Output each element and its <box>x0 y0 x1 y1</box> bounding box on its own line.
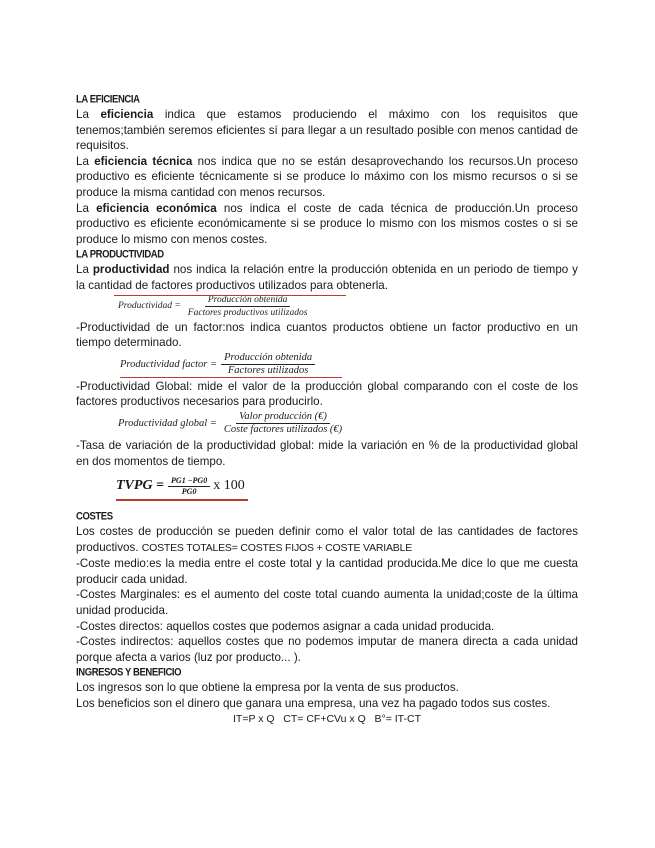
formula-fraction <box>185 294 311 319</box>
text: La <box>76 108 101 121</box>
formula-tvpg <box>116 473 248 501</box>
paragraph-productividad <box>76 262 578 293</box>
text: La <box>76 263 93 277</box>
formula-denominator: Factores productivos utilizados <box>187 308 308 319</box>
text: La <box>76 201 97 215</box>
formula-denominator: PG0 <box>181 486 197 496</box>
formula-productividad-factor <box>120 351 342 379</box>
paragraph-costes-indirectos: -Costes indirectos: aquellos costes que no podemos imputar de manera directa a cada unidad porque afecta a varios (luz por producto... ). <box>76 635 578 664</box>
heading-costes: COSTES <box>76 510 113 523</box>
text: Los costes de producción se pueden definir como el valor total de las cantidades de factores productivos. <box>76 525 578 554</box>
paragraph-productividad-global: -Productividad Global: mide el valor de la producción global comparando con el coste de los factores productivos necesarios para producirlo. <box>76 379 578 409</box>
paragraph-coste-medio: -Coste medio:es la media entre el coste total y la cantidad producida.Me dice lo que me cuesta producir cada unidad. <box>76 557 578 586</box>
bold-term: eficiencia técnica <box>94 154 193 168</box>
formula-productividad <box>118 294 350 320</box>
heading-productividad: LA PRODUCTIVIDAD <box>76 248 164 262</box>
document-page <box>76 92 578 727</box>
text: La <box>76 154 95 168</box>
paragraph-costes <box>76 524 578 556</box>
formula-underline <box>120 377 342 378</box>
formula-multiplier: x 100 <box>213 478 245 494</box>
paragraph-productividad-factor: -Productividad de un factor:nos indica cuantos productos obtiene un factor productivo en un tiempo determinado. <box>76 320 578 350</box>
formula-denominator: Coste factores utilizados (€) <box>223 424 343 436</box>
text: nos indica la relación entre la producción obtenida en un periodo de tiempo y la cantidad de factores productivos utilizados para obtenerla. <box>76 263 578 292</box>
formula-lhs: Productividad global = <box>118 418 217 430</box>
paragraph-ingresos: Los ingresos son lo que obtiene la empresa por la venta de sus productos. <box>76 681 459 695</box>
formula-productividad-global <box>118 410 578 438</box>
formula-fraction <box>168 476 210 497</box>
text: nos indica el coste de cada técnica de producción.Un proceso productivo es eficiente económicamente si se produce lo mismo con los mismos costes o si se produce lo mismo con menos costes. <box>76 201 578 246</box>
costes-totales-formula: COSTES TOTALES= COSTES FIJOS + COSTE VARIABLE <box>141 541 413 554</box>
formula-denominator: Factores utilizados <box>227 365 309 377</box>
formula-numerator: Valor producción (€) <box>236 411 330 424</box>
paragraph-eficiencia-economica <box>76 201 578 248</box>
heading-ingresos: INGRESOS Y BENEFICIO <box>76 666 182 680</box>
paragraph-beneficios: Los beneficios son el dinero que ganara una empresa, una vez ha pagado todos sus costes. <box>76 697 551 711</box>
formula-underline <box>114 295 346 296</box>
heading-eficiencia: LA EFICIENCIA <box>76 93 140 106</box>
formula-numerator: Producción obtenida <box>205 294 291 307</box>
bold-term: eficiencia <box>100 108 154 121</box>
bold-term: productividad <box>92 263 170 277</box>
formula-fraction <box>221 411 345 436</box>
formula-lhs: Productividad = <box>118 300 181 311</box>
bold-term: eficiencia económica <box>96 201 217 215</box>
paragraph-costes-marginales: -Costes Marginales: es el aumento del coste total cuando aumenta la unidad;coste de la última unidad producida. <box>76 588 578 618</box>
text: nos indica que no se están desaprovechando los recursos.Un proceso productivo es eficiente técnicamente si se produce lo máximo con los mismo recursos o si se produce la misma cantidad con menos recursos. <box>76 154 578 199</box>
text: indica que estamos produciendo el máximo con los requisitos que tenemos;también seremos eficientes sí para llegar a un resultado posible con menos cantidad de requisitos. <box>76 108 578 153</box>
formula-numerator: PG1 −PG0 <box>168 476 210 487</box>
formula-fraction <box>221 352 315 377</box>
formula-ingresos-beneficio: IT=P x Q CT= CF+CVu x Q B°= IT-CT <box>233 712 421 725</box>
paragraph-eficiencia <box>76 107 578 154</box>
formula-lhs: Productividad factor = <box>120 358 218 370</box>
paragraph-eficiencia-tecnica <box>76 154 578 201</box>
formula-lhs: TVPG = <box>116 478 165 494</box>
paragraph-tvpg: -Tasa de variación de la productividad global: mide la variación en % de la productividad global en dos momentos de tiempo. <box>76 438 578 468</box>
formula-numerator: Producción obtenida <box>221 352 315 365</box>
paragraph-costes-directos: -Costes directos: aquellos costes que podemos asignar a cada unidad producida. <box>76 619 495 633</box>
